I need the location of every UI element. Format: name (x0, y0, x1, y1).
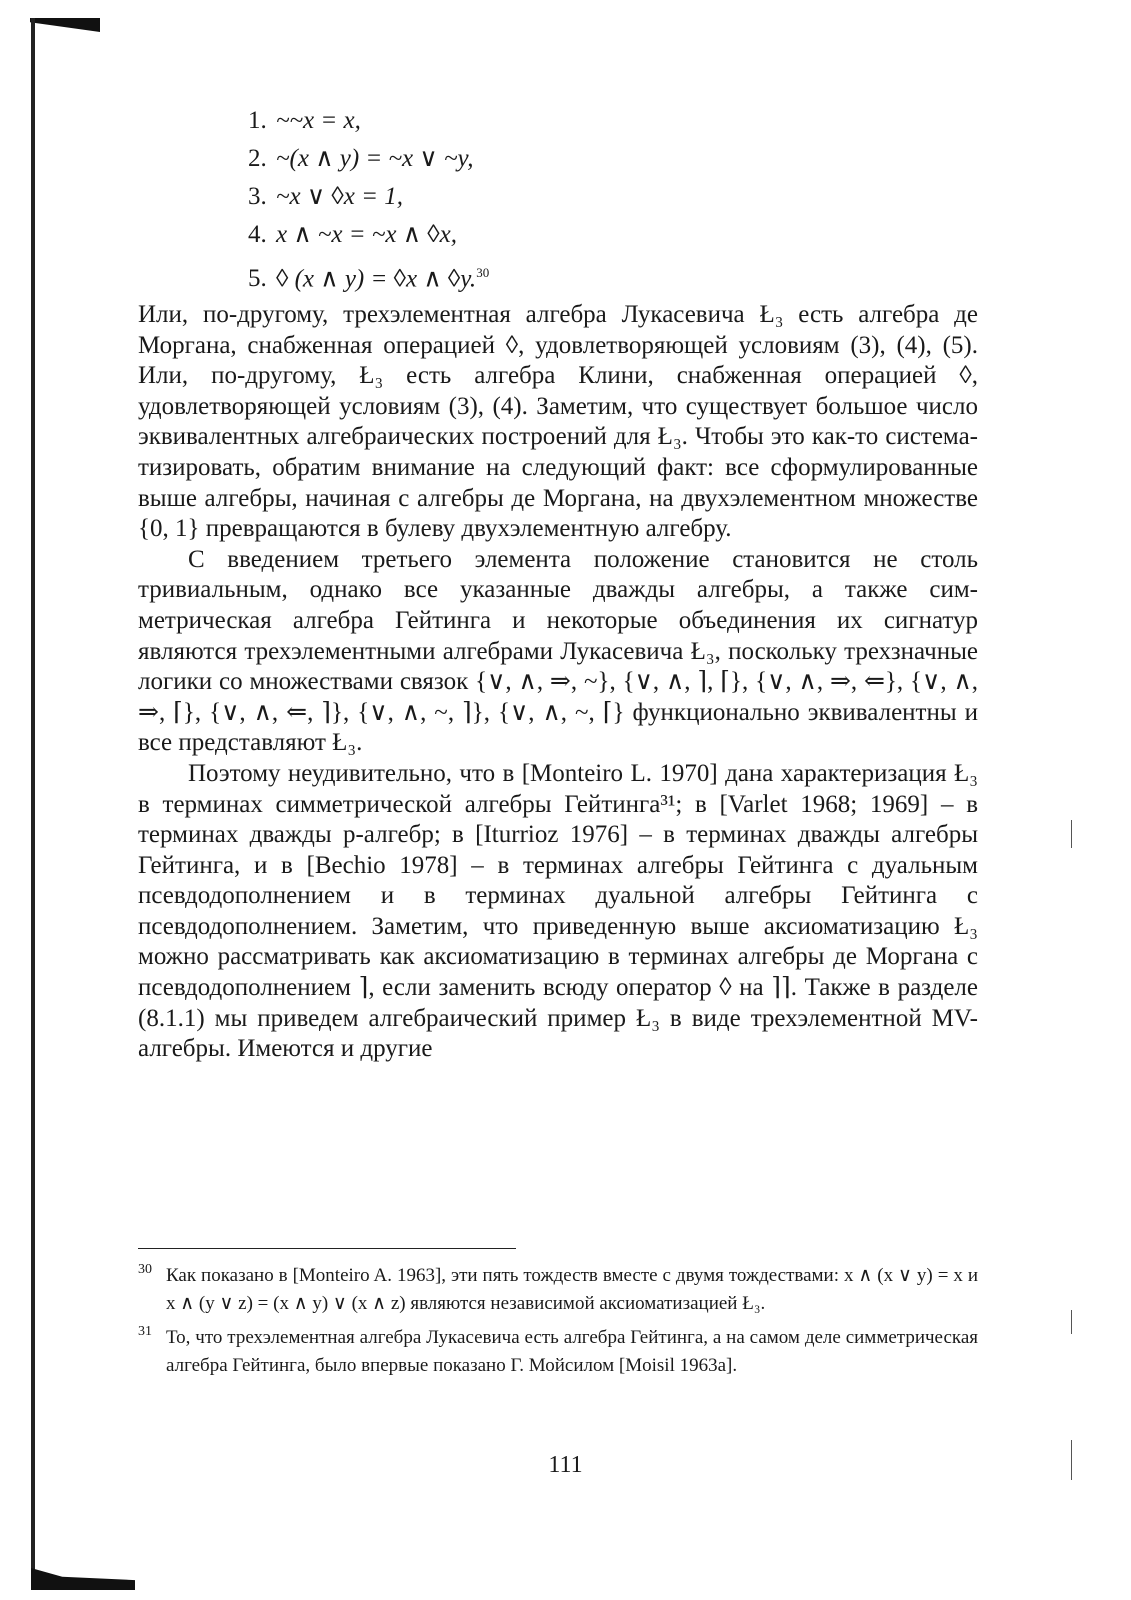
formula-expression: ~~x = x, (276, 107, 361, 134)
formula-item (248, 216, 489, 254)
paragraph: С введением третьего элемента положение становится не столь тривиальным, однако все указанные дважды алгебры, а также симметрическая алгебра Гейтинга и некоторые объединения их сигнатур являются трехэлементными алгебрами Лукасевича Ł₃, поскольку трехзначные логики со множествами связок {∨, ∧, ⇒, ~}, {∨, ∧, ⌉, ⌈}, {∨, ∧, ⇒, ⇐}, {∨, ∧, ⇒, ⌈}, {∨, ∧, ⇐, ⌉}, {∨, ∧, ~, ⌉}, {∨, ∧, ~, ⌈} функционально эквивалентны и все представляют Ł₃. (138, 545, 978, 757)
formula-expression: ~(x ∧ y) = ~x ∨ ~y, (276, 145, 474, 172)
formula-expression: ◊ (x ∧ y) = ◊x ∧ ◊y. (276, 265, 477, 293)
footnote (138, 1324, 978, 1380)
formula-item (248, 102, 489, 140)
page-number: 111 (548, 1452, 583, 1478)
formula-list (248, 102, 489, 298)
scan-border-top (30, 18, 100, 32)
formula-number: 4. (248, 221, 267, 248)
footnote-reference: 30 (476, 265, 490, 280)
footnote-mark: 31 (138, 1324, 152, 1339)
footnote-text: То, что трехэлементная алгебра Лукасевича есть алгебра Гейтинга, а на самом деле симметрическая алгебра Гейтинга, было впервые показано Г. Мойсилом [Moisil 1963a]. (166, 1327, 978, 1376)
body-text (138, 300, 978, 1065)
formula-item (248, 140, 489, 178)
formula-expression: ~x ∨ ◊x = 1, (276, 183, 403, 210)
scan-border-bottom (31, 1568, 135, 1590)
footnote (138, 1262, 978, 1318)
paragraph: Поэтому неудивительно, что в [Monteiro L. 1970] дана характеризация Ł₃ в терминах симметрической алгебры Гейтинга³¹; в [Varlet 1968; 1969] – в терминах дважды p-алгебр; в [Iturrioz 1976] – в терминах дважды алгебры Гейтинга, и в [Bechio 1978] – в терминах алгебры Гейтинга с дуальным псевдодополнением и в терминах дуальной алгебры Гейтинга с псевдодополнением. Заметим, что приведенную выше аксиоматизацию Ł₃ можно рассматривать как аксиоматизацию в терминах алгебры де Моргана с псевдодополнением ⌉, если заменить всюду оператор ◊ на ⌉⌉. Также в разделе (8.1.1) мы приведем алгебраический пример Ł₃ в виде трехэлементной MV-алгебры. Имеются и другие (138, 759, 978, 1063)
formula-number: 1. (248, 107, 267, 134)
formula-number: 3. (248, 183, 267, 210)
footnotes (138, 1262, 978, 1386)
footnote-mark: 30 (138, 1262, 152, 1277)
footnote-text: Как показано в [Monteiro A. 1963], эти пять тождеств вместе с двумя тождествами: x ∧ (x ∨ y) = x и x ∧ (y ∨ z) = (x ∧ y) ∨ (x ∧ z) являются независимой аксиоматизацией Ł₃. (166, 1265, 978, 1314)
formula-item (248, 254, 489, 298)
footnote-divider (138, 1248, 516, 1249)
scan-artifact (1071, 820, 1072, 848)
formula-number: 2. (248, 145, 267, 172)
paragraph: Или, по-другому, трехэлементная алгебра Лукасевича Ł₃ есть алгебра де Моргана, снабженная операцией ◊, удовлетворяющей условиям (3), (4), (5). Или, по-другому, Ł₃ есть алгебра Клини, снабженная операцией ◊, удовлетворяющей условиям (3), (4). Заметим, что существует большое число эквивалентных алгебраических построений для Ł₃. Чтобы это как-то систематизировать, обратим внимание на следующий факт: все сформулированные выше алгебры, начиная с алгебры де Моргана, на двухэлементном множестве {0, 1} превращаются в булеву двухэлементную алгебру. (138, 301, 978, 543)
formula-item (248, 178, 489, 216)
scan-artifact (1071, 1310, 1072, 1334)
formula-expression: x ∧ ~x = ~x ∧ ◊x, (276, 221, 458, 248)
formula-number: 5. (248, 265, 267, 293)
scan-border-left (31, 18, 35, 1588)
